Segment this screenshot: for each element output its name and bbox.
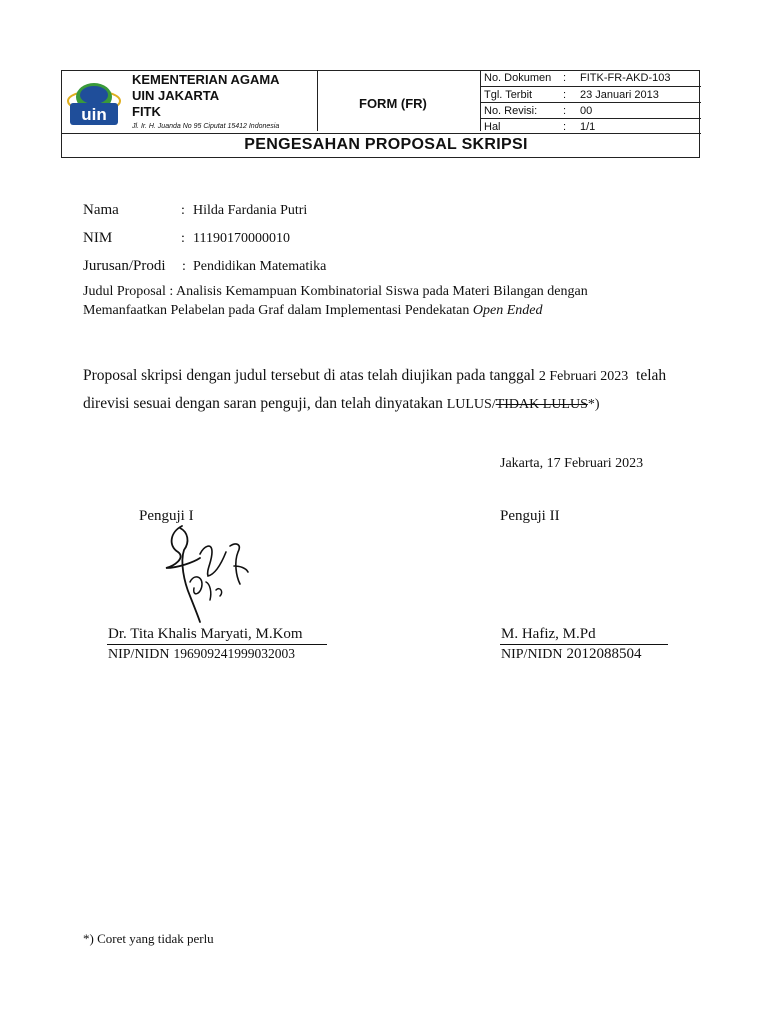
examiner-1-id-label: NIP/NIDN	[108, 647, 170, 662]
meta-label-page: Hal	[484, 121, 501, 133]
institution-line-2: UIN JAKARTA	[132, 88, 220, 103]
header-divider-left	[317, 71, 318, 131]
institution-name	[132, 72, 280, 120]
examiner-2-title: Penguji II	[500, 508, 560, 524]
name-label: Nama	[83, 202, 119, 218]
nim-value: 11190170000010	[193, 231, 290, 246]
meta-label-date: Tgl. Terbit	[484, 89, 533, 101]
footnote: *) Coret yang tidak perlu	[83, 931, 214, 946]
place: Jakarta,	[500, 456, 544, 471]
department-sep: :	[182, 259, 186, 274]
statement-text-1: Proposal skripsi dengan judul tersebut di atas telah diujikan pada tanggal	[83, 367, 535, 384]
meta-row-divider	[480, 102, 701, 103]
place-date	[500, 456, 643, 472]
signature-icon	[160, 522, 260, 626]
examiner-1-signature	[160, 522, 260, 626]
examiner-2-id-value: 2012088504	[566, 646, 642, 662]
meta-value-date: 23 Januari 2013	[580, 89, 659, 101]
examiner-2-id-label: NIP/NIDN	[501, 647, 563, 662]
meta-row-divider	[480, 86, 701, 87]
nim-sep: :	[181, 231, 185, 246]
result-fail-struck: TIDAK LULUS	[495, 397, 588, 412]
sign-date: 17 Februari 2023	[546, 456, 644, 471]
statement-line-2	[83, 395, 600, 413]
result-pass: LULUS/	[446, 397, 496, 412]
proposal-title-line-2	[83, 303, 543, 319]
exam-date: 2 Februari 2023	[538, 369, 629, 384]
title-row-divider	[62, 133, 701, 134]
proposal-label: Judul Proposal	[83, 284, 166, 299]
document-title: PENGESAHAN PROPOSAL SKRIPSI	[244, 136, 528, 153]
form-label: FORM (FR)	[359, 96, 427, 111]
meta-sep: :	[563, 89, 567, 101]
examiner-1-id-value: 196909241999032003	[173, 646, 295, 661]
institution-address: Jl. Ir. H. Juanda No 95 Ciputat 15412 Indonesia	[132, 123, 280, 130]
svg-text:uin: uin	[81, 105, 107, 124]
statement-text-3: direvisi sesuai dengan saran penguji, dan telah dinyatakan	[83, 395, 443, 412]
institution-line-1: KEMENTERIAN AGAMA	[132, 72, 280, 87]
examiner-1-title: Penguji I	[139, 508, 194, 524]
proposal-sep: :	[169, 284, 174, 299]
meta-value-page: 1/1	[580, 121, 596, 133]
examiner-1-id	[108, 645, 295, 663]
meta-value-doc: FITK-FR-AKD-103	[580, 72, 671, 84]
nim-label: NIM	[83, 230, 113, 246]
proposal-text-1: Analisis Kemampuan Kombinatorial Siswa pada Materi Bilangan dengan	[175, 284, 588, 299]
uin-logo	[64, 75, 124, 130]
institution-line-3: FITK	[132, 104, 161, 119]
department-value: Pendidikan Matematika	[193, 259, 327, 274]
meta-sep: :	[563, 105, 567, 117]
result-asterisk: *)	[587, 397, 600, 412]
proposal-text-italic: Open Ended	[472, 303, 543, 318]
uin-logo-icon	[64, 75, 124, 130]
name-value: Hilda Fardania Putri	[193, 203, 308, 218]
department-label: Jurusan/Prodi	[83, 258, 166, 274]
statement-text-2: telah	[636, 367, 667, 384]
examiner-1-name: Dr. Tita Khalis Maryati, M.Kom	[108, 626, 303, 642]
name-sep: :	[181, 203, 185, 218]
meta-label-doc: No. Dokumen	[484, 72, 552, 84]
meta-sep: :	[563, 72, 567, 84]
meta-label-revision: No. Revisi:	[484, 105, 538, 117]
meta-sep: :	[563, 121, 567, 133]
meta-value-revision: 00	[580, 105, 593, 117]
proposal-text-2: Memanfaatkan Pelabelan pada Graf dalam Implementasi Pendekatan	[83, 303, 470, 318]
examiner-2-id	[501, 645, 641, 663]
proposal-title-line-1	[83, 284, 588, 300]
header-divider-right	[480, 71, 481, 131]
meta-row-divider	[480, 118, 701, 119]
statement-line-1	[83, 367, 666, 385]
examiner-2-name: M. Hafiz, M.Pd	[501, 626, 596, 642]
